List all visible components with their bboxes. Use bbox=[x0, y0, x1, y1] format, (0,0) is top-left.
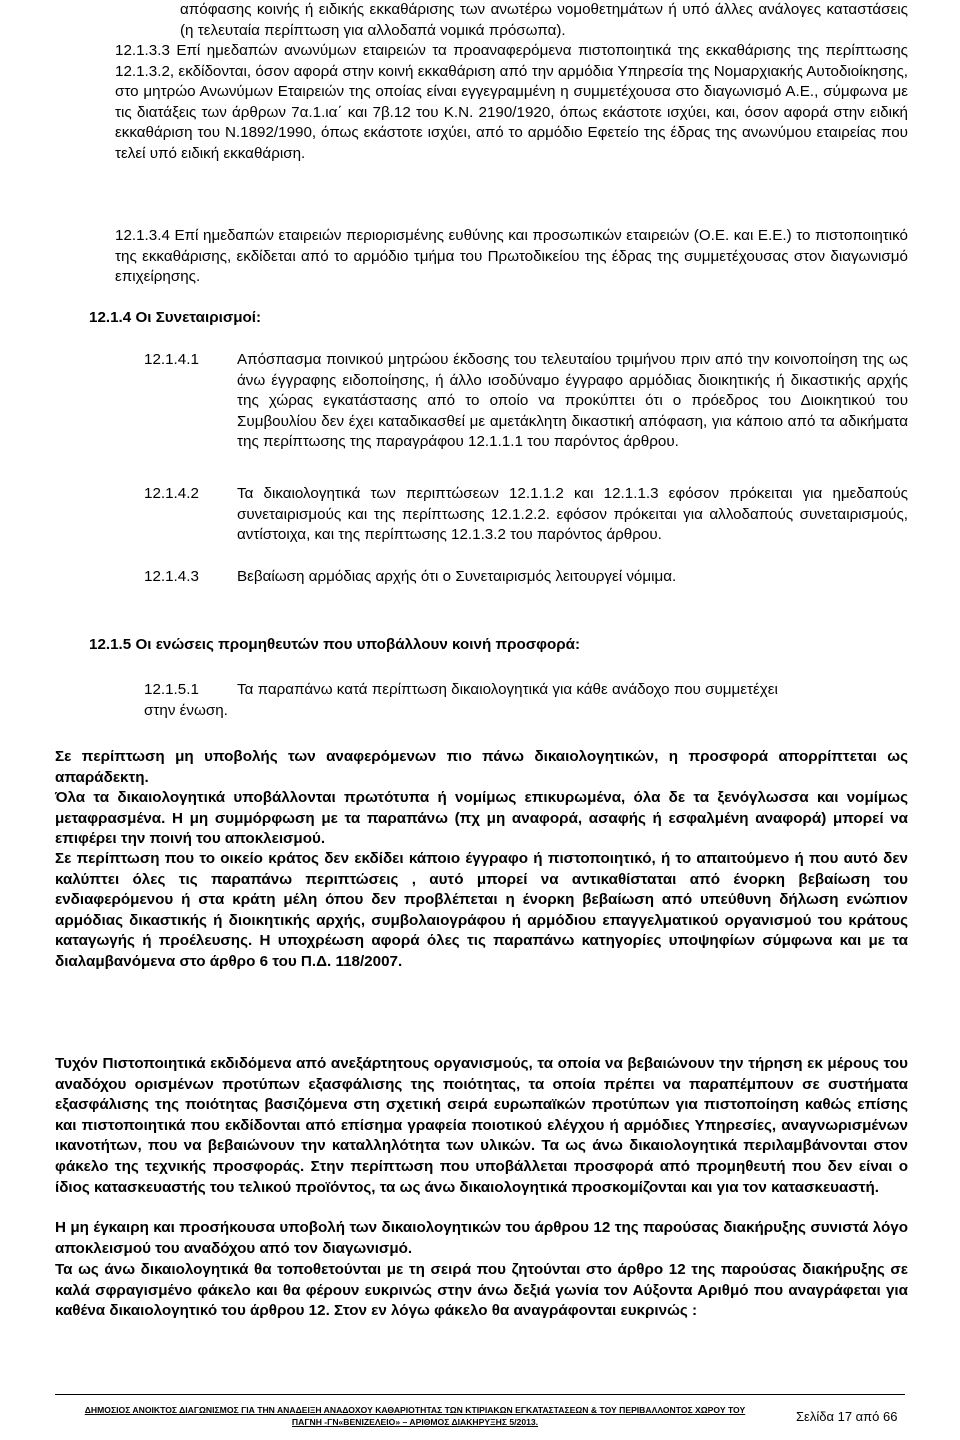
item-12-1-4-1: Απόσπασμα ποινικού μητρώου έκδοσης του τελευταίου τριμήνου πριν από την κοινοποίηση της ως άνω έγγραφης ειδοποίησης, ή άλλο ισοδύναμο έγγραφο αρμόδιας διοικητικής ή δικαστικής αρχής της χώρας εγκατάστασης από το οποίο να προκύπτει ότι ο πρόεδρος του Διοικητικού του Συμβουλίου δεν έχει καταδικασθεί με αμετάκλητη δικαστική απόφαση, για κάποιο από τα αδικήματα της περίπτωσης της παραγράφου 12.1.1.1 του παρόντος άρθρου. bbox=[237, 351, 908, 451]
rejection-notice: Σε περίπτωση μη υποβολής των αναφερόμενων πιο πάνω δικαιολογητικών, η προσφορά απορρίπτεται ως απαράδεκτη. bbox=[55, 748, 908, 786]
number-12-1-4-3: 12.1.4.3 bbox=[144, 568, 199, 585]
item-12-1-4-3: Βεβαίωση αρμόδιας αρχής ότι ο Συνεταιρισμός λειτουργεί νόμιμα. bbox=[237, 568, 677, 585]
section-12-1-3-3-text: 12.1.3.3 Επί ημεδαπών ανωνύμων εταιρειών τα προαναφερόμενα πιστοποιητικά της εκκαθάρισης της περίπτωσης 12.1.3.2, εκδίδονται, όσον αφορά στην κοινή εκκαθάριση από την αρμόδια Υπηρεσία της Νομαρχιακής Αυτοδιοίκησης, στο μητρώο Ανωνύμων Εταιρειών της οποίας είναι εγγεγραμμένη η συμμετέχουσα στο διαγωνισμό Α.Ε., σύμφωνα με τις διατάξεις των άρθρων 7α.1.ια΄ και 7β.12 του Κ.Ν. 2190/1920, όπως εκάστοτε ισχύει, και, όσον αφορά στην ειδική εκκαθάριση του Ν.1892/1990, όπως εκάστοτε ισχύει, από το αρμόδιο Εφετείο της έδρας της ανωνύμου εταιρείας που τελεί υπό ειδική εκκαθάριση. bbox=[115, 42, 908, 162]
footer-title-line2: ΠΑΓΝΗ -ΓΝ«ΒΕΝΙΖΕΛΕΙΟ» – ΑΡΙΘΜΟΣ ΔΙΑΚΗΡΥΞΗΣ 5/2013. bbox=[291, 1417, 539, 1427]
sworn-statement-notice: Σε περίπτωση που το οικείο κράτος δεν εκδίδει κάποιο έγγραφο ή πιστοποιητικό, ή το απαιτούμενο ή που αυτό δεν καλύπτει όλες τις παραπάνω περιπτώσεις , αυτό μπορεί να αντικαθίσταται από ένορκη βεβαίωση του ενδιαφερόμενου ή στα κράτη μέλη όπου δεν προβλέπεται η ένορκη βεβαίωση από υπεύθυνη δήλωση ενώπιον αρμόδιας δικαστικής ή διοικητικής αρχής, συμβολαιογράφου ή αρμόδιου επαγγελματικού οργανισμού του κράτους καταγωγής ή προέλευσης. Η υποχρέωση αφορά όλες τις παραπάνω κατηγορίες υποψηφίων σύμφωνα και με τα διαλαμβανόμενα στο άρθρο 6 του Π.Δ. 118/2007. bbox=[55, 850, 908, 970]
heading-12-1-5: 12.1.5 Οι ενώσεις προμηθευτών που υποβάλλουν κοινή προσφορά: bbox=[89, 636, 581, 653]
page-number: Σελίδα 17 από 66 bbox=[796, 1409, 898, 1424]
number-12-1-5-1: 12.1.5.1 bbox=[144, 681, 199, 698]
item-12-1-5-1: Τα παραπάνω κατά περίπτωση δικαιολογητικά για κάθε ανάδοχο που συμμετέχει bbox=[237, 681, 778, 698]
section-12-1-3-4 bbox=[115, 226, 908, 288]
footer-divider bbox=[55, 1394, 905, 1395]
section-12-1-3-4-text: 12.1.3.4 Επί ημεδαπών εταιρειών περιορισμένης ευθύνης και προσωπικών εταιρειών (Ο.Ε. και Ε.Ε.) το πιστοποιητικό της εκκαθάρισης, εκδίδεται από το αρμόδιο τμήμα του Πρωτοδικείου της έδρας της συμμετέχουσας στον διαγωνισμό επιχείρησης. bbox=[115, 227, 908, 286]
originals-notice: Όλα τα δικαιολογητικά υποβάλλονται πρωτότυπα ή νομίμως επικυρωμένα, όλα δε τα ξενόγλωσσα και νομίμως μεταφρασμένα. Η μη συμμόρφωση με τα παραπάνω (πχ μη αναφορά, ασαφής ή εσφαλμένη αναφορά) μπορεί να επιφέρει την ποινή του αποκλεισμού. bbox=[55, 789, 908, 848]
footer-title bbox=[55, 1404, 775, 1428]
footer-title-line1: ΔΗΜΟΣΙΟΣ ΑΝΟΙΚΤΟΣ ΔΙΑΓΩΝΙΣΜΟΣ ΓΙΑ ΤΗΝ ΑΝΑΔΕΙΞΗ ΑΝΑΔΟΧΟΥ ΚΑΘΑΡΙΟΤΗΤΑΣ ΤΩΝ ΚΤΙΡΙΑΚΩΝ ΕΓΚΑΤΑΣΤΑΣΕΩΝ & ΤΟΥ ΠΕΡΙΒΑΛΛΟΝΤΟΣ ΧΩΡΟΥ ΤΟΥ bbox=[84, 1405, 746, 1415]
envelope-notice: Τα ως άνω δικαιολογητικά θα τοποθετούνται με τη σειρά που ζητούνται στο άρθρο 12 της παρούσας διακήρυξης σε καλά σφραγισμένο φάκελο και θα φέρουν ευκρινώς στην άνω δεξιά γωνία τον Αύξοντα Αριθμό που αναγράφεται για καθένα δικαιολογητικό του άρθρου 12. Στον εν λόγω φάκελο θα αναγράφονται ευκρινώς : bbox=[55, 1261, 908, 1320]
heading-12-1-4: 12.1.4 Οι Συνεταιρισμοί: bbox=[89, 309, 262, 326]
paragraph-continuation: απόφασης κοινής ή ειδικής εκκαθάρισης των ανωτέρω νομοθετημάτων ή υπό άλλες ανάλογες καταστάσεις (η τελευταία περίπτωση για αλλοδαπά νομικά πρόσωπα). bbox=[180, 1, 908, 39]
exclusion-notice: Η μη έγκαιρη και προσήκουσα υποβολή των δικαιολογητικών του άρθρου 12 της παρούσας διακήρυξης συνιστά λόγο αποκλεισμού του αναδόχου από τον διαγωνισμό. bbox=[55, 1219, 908, 1257]
item-12-1-5-1-cont: στην ένωση. bbox=[144, 702, 228, 719]
certificates-notice: Τυχόν Πιστοποιητικά εκδιδόμενα από ανεξάρτητους οργανισμούς, τα οποία να βεβαιώνουν την τήρηση εκ μέρους του αναδόχου ορισμένων προτύπων εξασφάλισης της ποιότητας, τα οποία πρέπει να παραπέμπουν σε συστήματα εξασφάλισης της ποιότητας βασιζόμενα στη σχετική σειρά ευρωπαϊκών προτύπων για πιστοποίηση καθώς επίσης και πιστοποιητικά που εκδίδονται από επίσημα γραφεία ποιοτικού ελέγχου ή αρμόδιες Υπηρεσίες, αναγνωρισμένων ικανοτήτων, που να βεβαιώνουν την καταλληλότητα των υλικών. Τα ως άνω δικαιολογητικά περιλαμβάνονται στον φάκελο της τεχνικής προσφοράς. Στην περίπτωση που υποβάλλεται προσφορά από προμηθευτή που δεν είναι ο ίδιος κατασκευαστής του τελικού προϊόντος, τα ως άνω δικαιολογητικά προσκομίζονται και για τον κατασκευαστή. bbox=[55, 1055, 908, 1196]
item-12-1-4-2: Τα δικαιολογητικά των περιπτώσεων 12.1.1.2 και 12.1.1.3 εφόσον πρόκειται για ημεδαπούς συνεταιρισμούς και της περίπτωσης 12.1.2.2. εφόσον πρόκειται για αλλοδαπούς συνεταιρισμούς, αντίστοιχα, και της περίπτωσης 12.1.3.2 του παρόντος άρθρου. bbox=[237, 485, 908, 544]
number-12-1-4-1: 12.1.4.1 bbox=[144, 351, 199, 368]
section-12-1-3-3 bbox=[115, 41, 908, 165]
number-12-1-4-2: 12.1.4.2 bbox=[144, 485, 199, 502]
